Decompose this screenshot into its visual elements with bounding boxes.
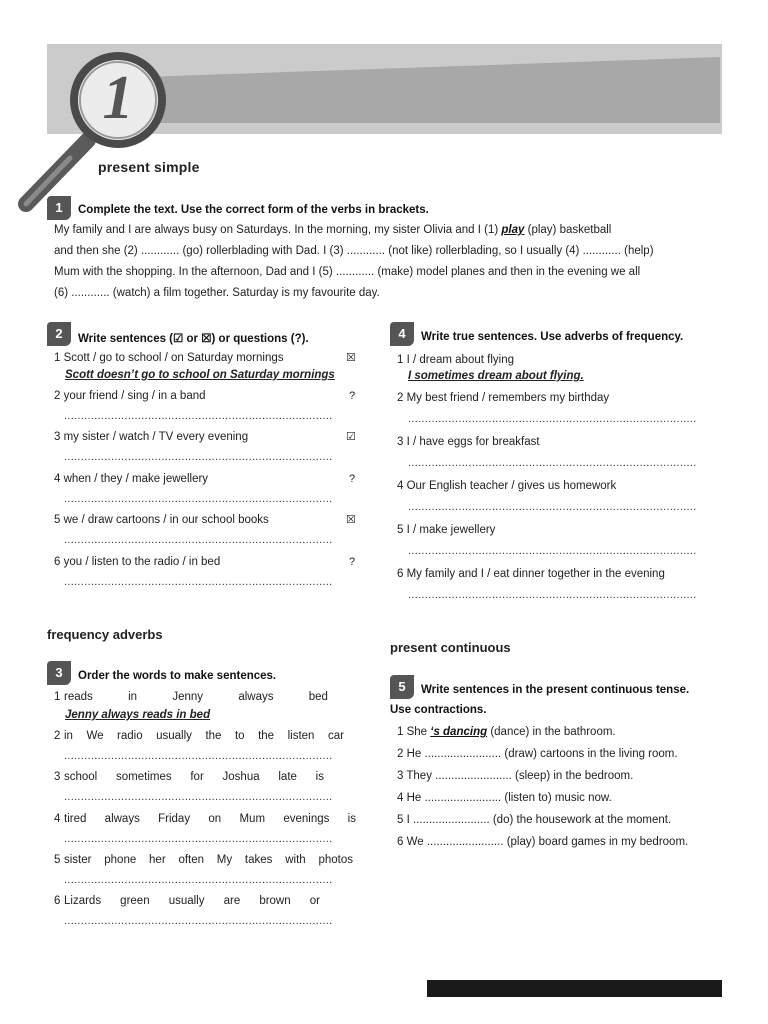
word-list: Lizards green usually are brown or: [64, 895, 320, 907]
exercise-4-item: 4 Our English teacher / gives us homework: [397, 480, 617, 492]
exercise-1-badge: 1: [47, 196, 71, 220]
exercise-5-instruction: Write sentences in the present continuous tense.: [421, 684, 690, 696]
example-answer: Scott doesn’t go to school on Saturday mornings: [65, 369, 335, 381]
exercise-4-item: 1 I / dream about flying: [397, 354, 514, 366]
item-number: 6: [54, 895, 61, 907]
exercise-4-item: 3 I / have eggs for breakfast: [397, 436, 540, 448]
exercise-5-item: 1 She ‘s dancing (dance) in the bathroom.: [397, 726, 616, 738]
answer-line[interactable]: ................................................................................: [64, 791, 333, 803]
exercise-2-item: 3 my sister / watch / TV every evening: [54, 431, 249, 443]
item-number: 2: [54, 730, 61, 742]
footer-bar: [427, 980, 722, 997]
answer-line[interactable]: ......................................................................................: [408, 501, 697, 513]
answer-line[interactable]: ................................................................................: [64, 451, 333, 463]
exercise-4-item: 2 My best friend / remembers my birthday: [397, 392, 610, 404]
exercise-2-item: 1 Scott / go to school / on Saturday mornings: [54, 352, 284, 364]
example-answer: I sometimes dream about flying.: [408, 370, 584, 382]
exercise-5-item[interactable]: 3 They ........................ (sleep) in the bedroom.: [397, 770, 634, 782]
exercise-2-item: 4 when / they / make jewellery: [54, 473, 209, 485]
section-title: frequency adverbs: [47, 627, 163, 642]
exercise-2-item: 2 your friend / sing / in a band: [54, 390, 206, 402]
exercise-1-instruction: Complete the text. Use the correct form of the verbs in brackets.: [78, 204, 429, 216]
answer-line[interactable]: ......................................................................................: [408, 545, 697, 557]
answer-line[interactable]: ................................................................................: [64, 833, 333, 845]
answer-line[interactable]: ................................................................................: [64, 576, 333, 588]
example-answer: play: [501, 224, 525, 236]
answer-line[interactable]: ......................................................................................: [408, 457, 697, 469]
question-mark: ?: [349, 473, 356, 485]
exercise-2-item: 6 you / listen to the radio / in bed: [54, 556, 221, 568]
page-title: present simple: [98, 159, 200, 175]
exercise-3-badge: 3: [47, 661, 71, 685]
exercise-5-item[interactable]: 6 We ........................ (play) board games in my bedroom.: [397, 836, 689, 848]
exercise-5-item[interactable]: 4 He ........................ (listen to) music now.: [397, 792, 612, 804]
word-list: tired always Friday on Mum evenings is: [64, 813, 356, 825]
section-title: present continuous: [390, 640, 511, 655]
word-list: school sometimes for Joshua late is: [64, 771, 324, 783]
answer-line[interactable]: ......................................................................................: [408, 413, 697, 425]
answer-line[interactable]: ................................................................................: [64, 915, 333, 927]
item-number: 5: [54, 854, 61, 866]
exercise-2-badge: 2: [47, 322, 71, 346]
item-number: 1: [54, 691, 61, 703]
example-answer: ‘s dancing: [430, 726, 488, 738]
answer-line[interactable]: ................................................................................: [64, 750, 333, 762]
answer-line[interactable]: ................................................................................: [64, 874, 333, 886]
word-list: sister phone her often My takes with photos: [64, 854, 353, 866]
cross-box-icon: ☒: [346, 514, 356, 526]
exercise-4-item: 5 I / make jewellery: [397, 524, 496, 536]
word-list: reads in Jenny always bed: [64, 691, 328, 703]
exercise-1-line: My family and I are always busy on Saturdays. In the morning, my sister Olivia and I (1) play (play) basketball: [54, 224, 612, 236]
exercise-1-line: Mum with the shopping. In the afternoon, Dad and I (5) ............ (make) model planes and then in the evening we all: [54, 266, 641, 278]
word-list: in We radio usually the to the listen car: [64, 730, 344, 742]
exercise-1-line: (6) ............ (watch) a film together. Saturday is my favourite day.: [54, 287, 380, 299]
exercise-3-instruction: Order the words to make sentences.: [78, 670, 277, 682]
answer-line[interactable]: ......................................................................................: [408, 589, 697, 601]
exercise-4-instruction: Write true sentences. Use adverbs of frequency.: [421, 331, 684, 343]
tick-box-icon: ☑: [173, 333, 184, 345]
item-number: 4: [54, 813, 61, 825]
unit-number: 1: [102, 64, 134, 132]
exercise-5-item[interactable]: 2 He ........................ (draw) cartoons in the living room.: [397, 748, 678, 760]
question-mark: ?: [349, 556, 356, 568]
item-number: 3: [54, 771, 61, 783]
exercise-4-item: 6 My family and I / eat dinner together in the evening: [397, 568, 665, 580]
exercise-5-badge: 5: [390, 675, 414, 699]
answer-line[interactable]: ................................................................................: [64, 534, 333, 546]
cross-box-icon: ☒: [346, 352, 356, 364]
magnifier-icon: [0, 40, 180, 220]
exercise-5-instruction: Use contractions.: [390, 704, 487, 716]
exercise-5-item[interactable]: 5 I ........................ (do) the housework at the moment.: [397, 814, 672, 826]
exercise-1-line: and then she (2) ............ (go) rollerblading with Dad. I (3) ............ (not like) rollerblading, so I usually (4) ............ (help): [54, 245, 654, 257]
exercise-2-instruction: Write sentences (☑ or ☒) or questions (?).: [78, 333, 309, 345]
exercise-4-badge: 4: [390, 322, 414, 346]
example-answer: Jenny always reads in bed: [65, 709, 211, 721]
answer-line[interactable]: ................................................................................: [64, 410, 333, 422]
question-mark: ?: [349, 390, 356, 402]
exercise-2-item: 5 we / draw cartoons / in our school books: [54, 514, 269, 526]
tick-box-icon: ☑: [346, 431, 356, 443]
answer-line[interactable]: ................................................................................: [64, 493, 333, 505]
cross-box-icon: ☒: [201, 333, 212, 345]
